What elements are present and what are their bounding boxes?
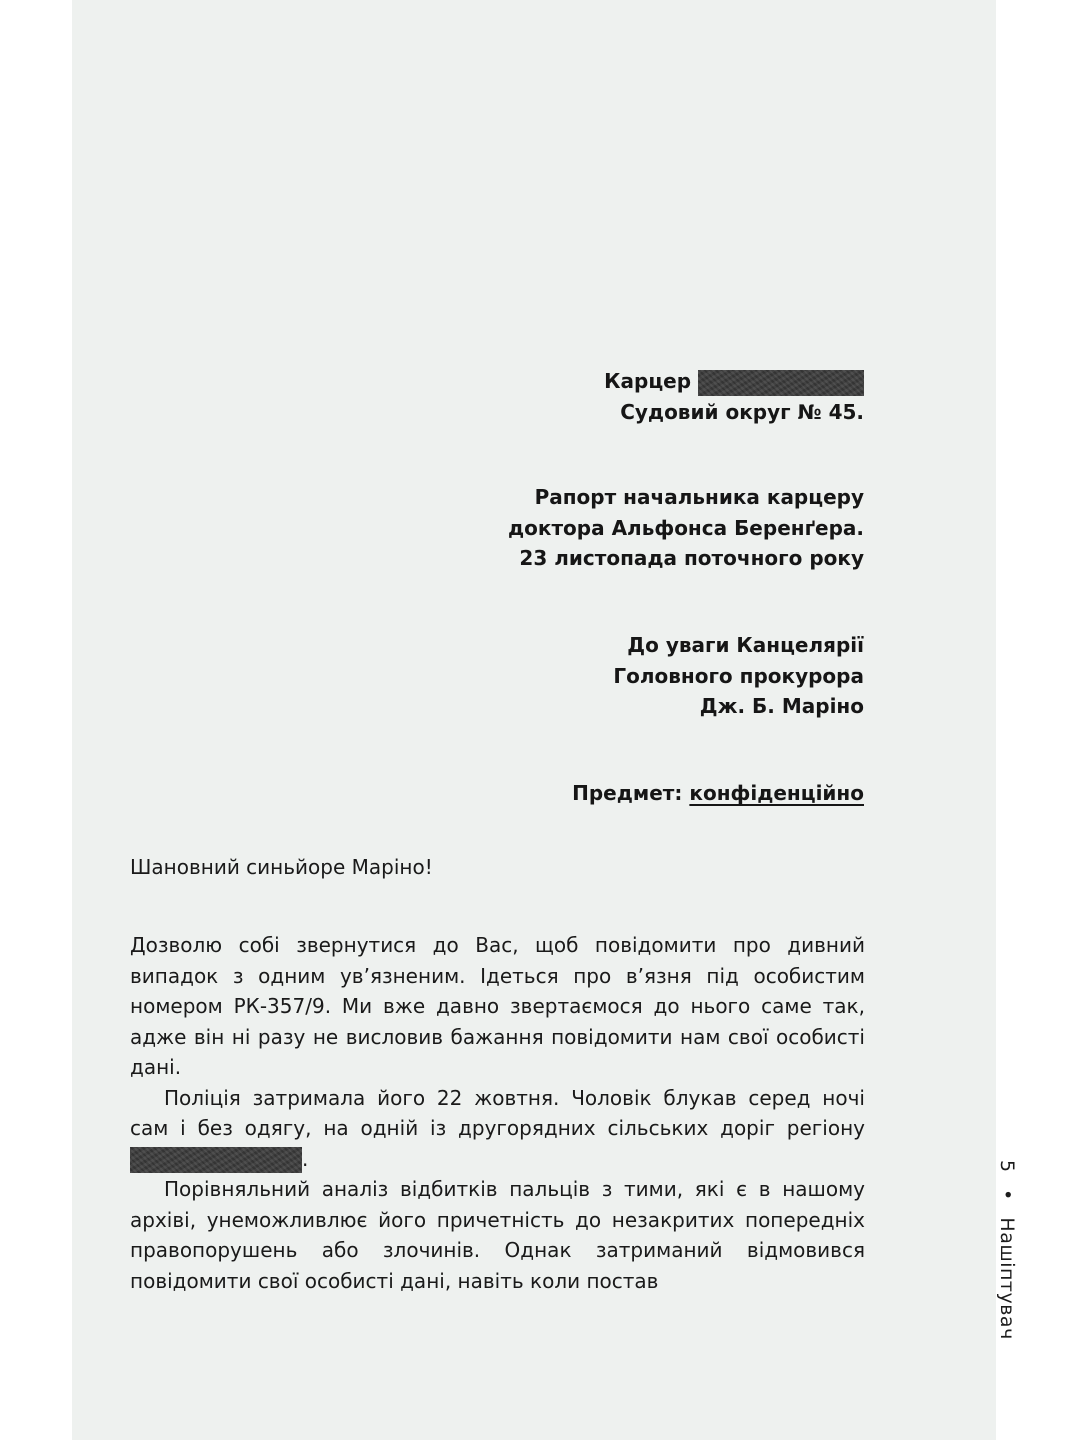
- facility-label: Карцер: [604, 369, 692, 393]
- paragraph-2: [130, 1083, 865, 1175]
- book-page: [72, 0, 1018, 1440]
- subject-line: [572, 778, 864, 809]
- page-number: 5: [996, 1160, 1018, 1173]
- report-line-2: доктора Альфонса Беренґера.: [508, 515, 864, 540]
- addressee-block: [613, 630, 864, 722]
- running-title: Нашіптувач: [996, 1217, 1018, 1340]
- report-line-1: Рапорт начальника карцеру: [534, 485, 864, 509]
- district-line: Судовий округ № 45.: [620, 399, 864, 424]
- facility-line: [604, 366, 864, 397]
- letter-header: [604, 366, 864, 427]
- letter-body: [130, 930, 865, 1296]
- paragraph-2-end: .: [302, 1146, 309, 1171]
- redacted-region-name: [130, 1147, 302, 1173]
- salutation-text: Шановний синьйоре Маріно!: [130, 855, 433, 879]
- report-date: 23 листопада поточного року: [519, 546, 864, 570]
- footer-separator: •: [996, 1189, 1018, 1201]
- redacted-facility-name: [698, 370, 864, 396]
- paragraph-1: Дозволю собі звернутися до Вас, щоб повідомити про дивний випадок з одним ув’язненим. Ідеться про в’язня під особистим номером РК-357/9. Ми вже давно звертаємося до нього саме так, адже він ні разу не висловив бажання повідомити нам свої особисті дані.: [130, 933, 865, 1079]
- addressee-line-1: До уваги Канцелярії: [627, 633, 864, 657]
- salutation: [130, 852, 865, 883]
- show-through-background: [130, 76, 925, 107]
- report-block: [508, 482, 864, 574]
- addressee-line-2: Головного прокурора: [613, 663, 864, 688]
- paragraph-3: Порівняльний аналіз відбитків пальців з тими, які є в нашому архіві, унеможливлює його причетність до незакритих попередніх правопорушень або злочинів. Однак затриманий відмовився повідомити свої особисті дані, навіть коли постав: [130, 1177, 865, 1293]
- running-footer: [988, 1160, 1018, 1400]
- addressee-line-3: Дж. Б. Маріно: [699, 694, 864, 718]
- paragraph-2-text: Поліція затримала його 22 жовтня. Чоловік блукав серед ночі сам і без одягу, на одній із другорядних сільських доріг регіону: [130, 1085, 865, 1140]
- subject-label: Предмет:: [572, 781, 683, 805]
- subject-value: конфіденційно: [689, 781, 864, 805]
